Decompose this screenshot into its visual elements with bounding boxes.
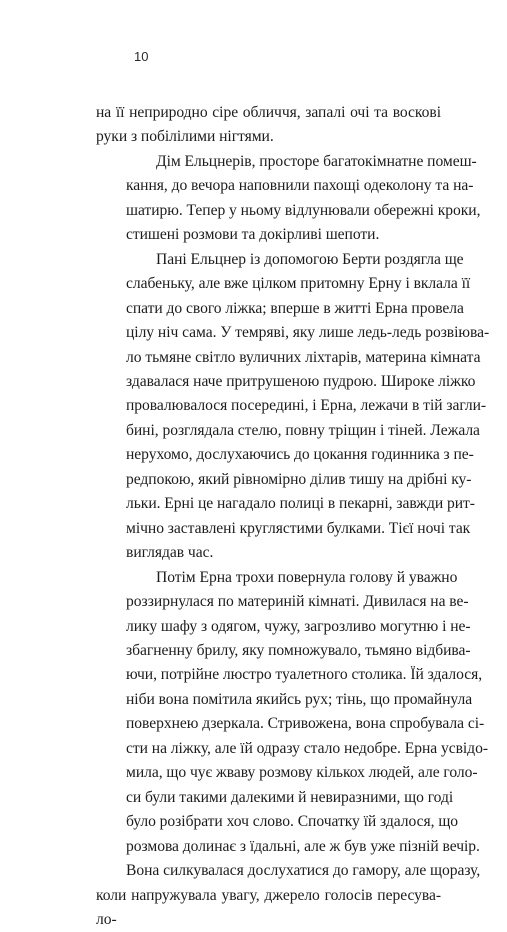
text-line: на її неприродно сіре обличчя, запалі очі та воскові <box>96 104 441 121</box>
text-line: поверхнею дзеркала. Стривожена, вона спробувала сі- <box>126 715 485 733</box>
text-line: редпокою, який рівномірно ділив тишу на дрібні ку- <box>126 470 472 488</box>
text-line: стишені розмови та докірливі шепоти. <box>126 226 380 244</box>
text-line: Пані Ельцнер із допомогою Берти роздягла ще <box>156 250 464 268</box>
text-line: провалювалося посередині, і Ерна, лежачи в тій загли- <box>126 397 487 415</box>
text-line: виглядав час. <box>126 544 214 562</box>
text-line: коли напружувала увагу, джерело голосів пересува- <box>96 886 441 904</box>
text-line: руки з побілілими нігтями. <box>96 128 274 146</box>
text-line: ніби вона помітила якийсь рух; тінь, що промайнула <box>126 690 473 708</box>
text-line: шатирю. Тепер у ньому відлунювали обережні кроки, <box>126 201 481 219</box>
text-line: ючи, потрійне люстро туалетного столика. Їй здалося, <box>126 666 483 684</box>
paragraph <box>96 150 481 248</box>
text-line: роззирнулася по материній кімнаті. Дивилася на ве- <box>126 593 469 611</box>
text-line: Вона силкувалася дослухатися до гамору, але щоразу, <box>126 862 481 880</box>
paragraph <box>96 248 490 566</box>
paragraph <box>96 566 488 932</box>
page-number: 10 <box>134 49 149 64</box>
text-line: Потім Ерна трохи повернула голову й уважно <box>156 568 458 586</box>
text-line: спати до свого ліжка; вперше в житті Ерна провела <box>126 299 464 317</box>
text-line: мила, що чує жваву розмову кількох людей, але голо- <box>126 764 478 782</box>
text-line: збагненну брилу, яку помножувало, тьмяно відбива- <box>126 641 471 659</box>
text-line: мічно заставлені круглястими булками. Тієї ночі так <box>126 519 471 537</box>
text-line: було розібрати хоч слово. Спочатку їй здалося, що <box>126 813 459 831</box>
text-line: сти на ліжку, але їй одразу стало недобре. Ерна усвідо- <box>126 739 488 757</box>
text-line: бині, розглядала стелю, повну тріщин і тіней. Лежала <box>126 421 480 439</box>
text-line: слабеньку, але вже цілком притомну Ерну і вклала її <box>126 275 471 293</box>
body-text <box>96 101 490 932</box>
text-line: кання, до вечора наповнили пахощі одеколону та на- <box>126 177 474 195</box>
text-line: Дім Ельцнерів, просторе багатокімнатне помеш- <box>156 152 477 170</box>
text-line: нерухомо, дослухаючись до цокання годинника з пе- <box>126 446 474 464</box>
paragraph <box>96 101 441 150</box>
text-line: лику шафу з одягом, чужу, загрозливо могутню і не- <box>126 617 471 635</box>
text-line: ло тьмяне світло вуличних ліхтарів, материна кімната <box>126 348 481 366</box>
text-line: си були такими далекими й невиразними, що годі <box>126 788 454 806</box>
text-line: ло- <box>96 910 117 928</box>
text-line: здавалася наче притрушеною пудрою. Широке ліжко <box>126 372 476 390</box>
text-line: розмова долинає з їдальні, але ж був уже пізній вечір. <box>126 837 480 855</box>
text-line: цілу ніч сама. У темряві, яку лише ледь-ледь розвіюва- <box>126 324 490 342</box>
text-line: льки. Ерні це нагадало полиці в пекарні, завжди рит- <box>126 495 475 513</box>
